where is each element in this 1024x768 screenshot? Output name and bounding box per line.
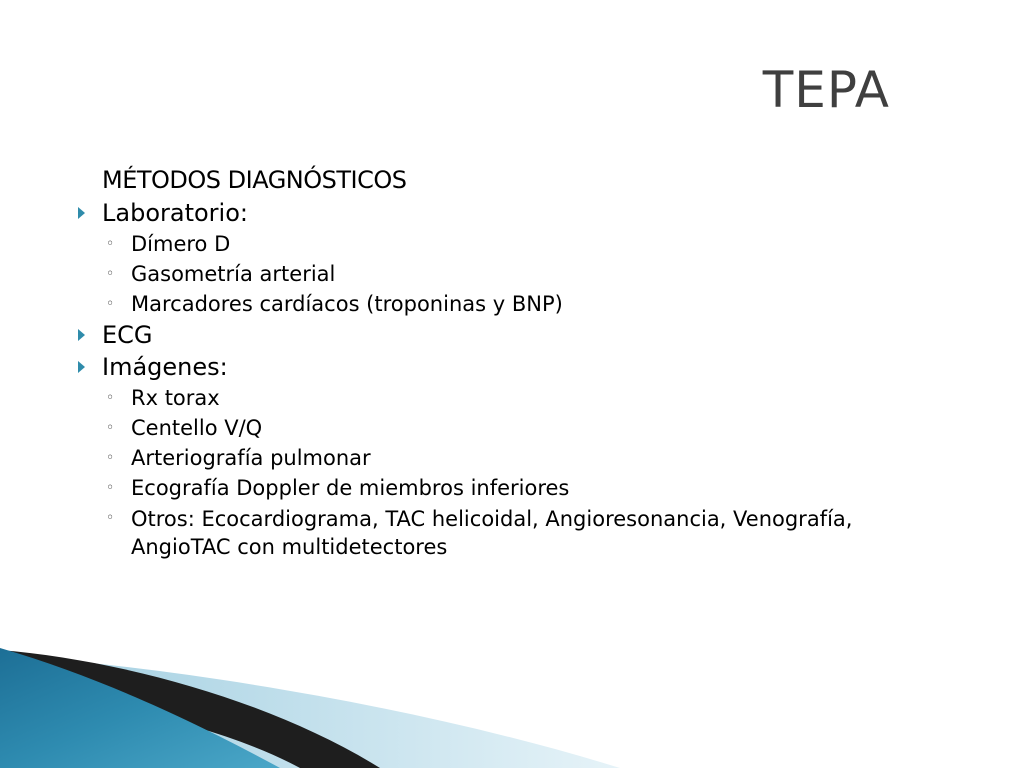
bullet-imagenes: [102, 351, 922, 383]
sub-bullet: [102, 229, 922, 259]
sub-bullet: [102, 383, 922, 413]
bullet-ecg: [102, 319, 922, 351]
circle-bullet-icon: ◦: [106, 450, 115, 466]
slide-title: TEPA: [762, 61, 890, 119]
circle-bullet-icon: ◦: [106, 480, 115, 496]
circle-bullet-icon: ◦: [106, 390, 115, 406]
triangle-bullet-icon: [78, 361, 85, 373]
circle-bullet-icon: ◦: [106, 510, 115, 526]
slide-content: [102, 163, 922, 561]
sub-bullet: [102, 259, 922, 289]
triangle-bullet-icon: [78, 207, 85, 219]
sub-bullet-text: Ecografía Doppler de miembros inferiores: [131, 476, 570, 500]
sub-bullet-text: Dímero D: [131, 232, 231, 256]
sub-bullet: [102, 443, 922, 473]
bullet-label: Imágenes:: [102, 353, 228, 381]
sub-bullet: [102, 503, 921, 561]
circle-bullet-icon: ◦: [106, 236, 115, 252]
bullet-label: ECG: [102, 321, 153, 349]
sub-bullet: [102, 473, 922, 503]
sub-bullet: [102, 289, 922, 319]
bullet-laboratorio: [102, 197, 922, 229]
sub-bullet-text: Centello V/Q: [131, 416, 263, 440]
bullet-label: Laboratorio:: [102, 199, 248, 227]
section-heading: MÉTODOS DIAGNÓSTICOS: [102, 166, 407, 194]
sub-bullet-text: Gasometría arterial: [131, 262, 336, 286]
sub-bullet-text: Marcadores cardíacos (troponinas y BNP): [131, 292, 563, 316]
circle-bullet-icon: ◦: [106, 266, 115, 282]
circle-bullet-icon: ◦: [106, 420, 115, 436]
circle-bullet-icon: ◦: [106, 296, 115, 312]
sub-bullet-text: Rx torax: [131, 386, 220, 410]
sub-bullet: [102, 413, 922, 443]
sub-bullet-text: Otros: Ecocardiograma, TAC helicoidal, Angioresonancia, Venografía, AngioTAC con multidetectores: [131, 507, 853, 559]
triangle-bullet-icon: [78, 329, 85, 341]
sub-bullet-text: Arteriografía pulmonar: [131, 446, 371, 470]
